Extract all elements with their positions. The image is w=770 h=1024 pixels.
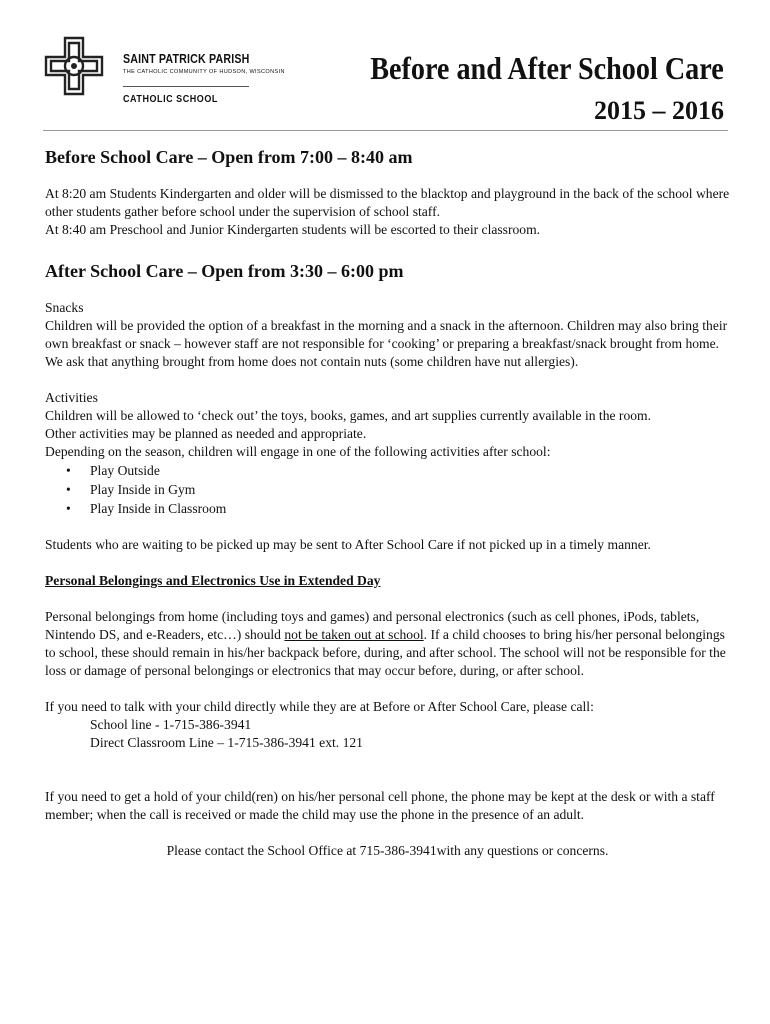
belongings-heading: Personal Belongings and Electronics Use in Extended Day: [45, 573, 381, 588]
list-item: • Play Outside: [90, 461, 730, 480]
contact-intro: If you need to talk with your child directly while they are at Before or After School Care, please call:: [45, 699, 594, 714]
snacks-label: Snacks: [45, 300, 84, 315]
document-body: [45, 145, 730, 860]
belongings-text-a: Personal belongings from home (including toys and games) and personal electronics (such as cell phones, iPods, tablets, Nintendo DS, and e-Readers, etc…) should: [45, 609, 700, 642]
activities-text-1: Children will be allowed to ‘check out’ the toys, books, games, and art supplies currently available in the room.: [45, 408, 652, 423]
pickup-text: Students who are waiting to be picked up may be sent to After School Care if not picked up in a timely manner.: [45, 537, 651, 552]
parish-name: SAINT PATRICK PARISH: [123, 51, 250, 66]
community-tagline: THE CATHOLIC COMMUNITY OF HUDSON, WISCONSIN: [123, 69, 285, 75]
snacks-text: Children will be provided the option of a breakfast in the morning and a snack in the afternoon. Children may also bring their own breakfast or snack – however staff are not responsible for ‘cooking’ or preparing a breakfast/snack brought from home. We ask that anything brought from home does not contain nuts (some children have nut allergies).: [45, 318, 728, 369]
cell-phone-text: If you need to get a hold of your child(ren) on his/her personal cell phone, the phone may be kept at the desk or with a staff member; when the call is received or made the child may use the phone in the presence of an adult.: [45, 789, 715, 822]
belongings-text: [45, 608, 730, 680]
belongings-text-b: . If a child chooses to bring his/her personal belongings to school, these should remain in his/her backpack before, during, and after school. The school will not be responsible for the loss or damage of personal belongings or electronics that may occur before, during, or after school.: [45, 627, 726, 678]
direct-line: Direct Classroom Line – 1-715-386-3941 ext. 121: [90, 735, 363, 750]
activities-text-2: Other activities may be planned as needed and appropriate.: [45, 426, 367, 441]
after-care-heading: After School Care – Open from 3:30 – 6:00 pm: [45, 261, 404, 281]
belongings-text-underlined: not be taken out at school: [284, 627, 424, 642]
school-year: 2015 – 2016: [594, 96, 724, 125]
header-divider: [43, 130, 728, 131]
list-item: • Play Inside in Gym: [90, 480, 730, 499]
activities-text-3: Depending on the season, children will engage in one of the following activities after school:: [45, 444, 551, 459]
parish-cross-logo-icon: [43, 35, 105, 97]
school-line: School line - 1-715-386-3941: [90, 717, 252, 732]
closing-text: Please contact the School Office at 715-386-3941with any questions or concerns.: [166, 843, 609, 858]
activities-label: Activities: [45, 390, 98, 405]
page-title: Before and After School Care: [370, 50, 724, 86]
before-care-heading: Before School Care – Open from 7:00 – 8:40 am: [45, 147, 413, 167]
before-care-text-1: At 8:20 am Students Kindergarten and older will be dismissed to the blacktop and playground in the back of the school where other students gather before school under the supervision of school staff.: [45, 186, 730, 219]
list-item: • Play Inside in Classroom: [90, 499, 730, 518]
activities-list: [45, 461, 730, 518]
before-care-text-2: At 8:40 am Preschool and Junior Kindergarten students will be escorted to their classroom.: [45, 222, 541, 237]
school-name: CATHOLIC SCHOOL: [123, 94, 218, 105]
logo-divider: [123, 86, 249, 87]
